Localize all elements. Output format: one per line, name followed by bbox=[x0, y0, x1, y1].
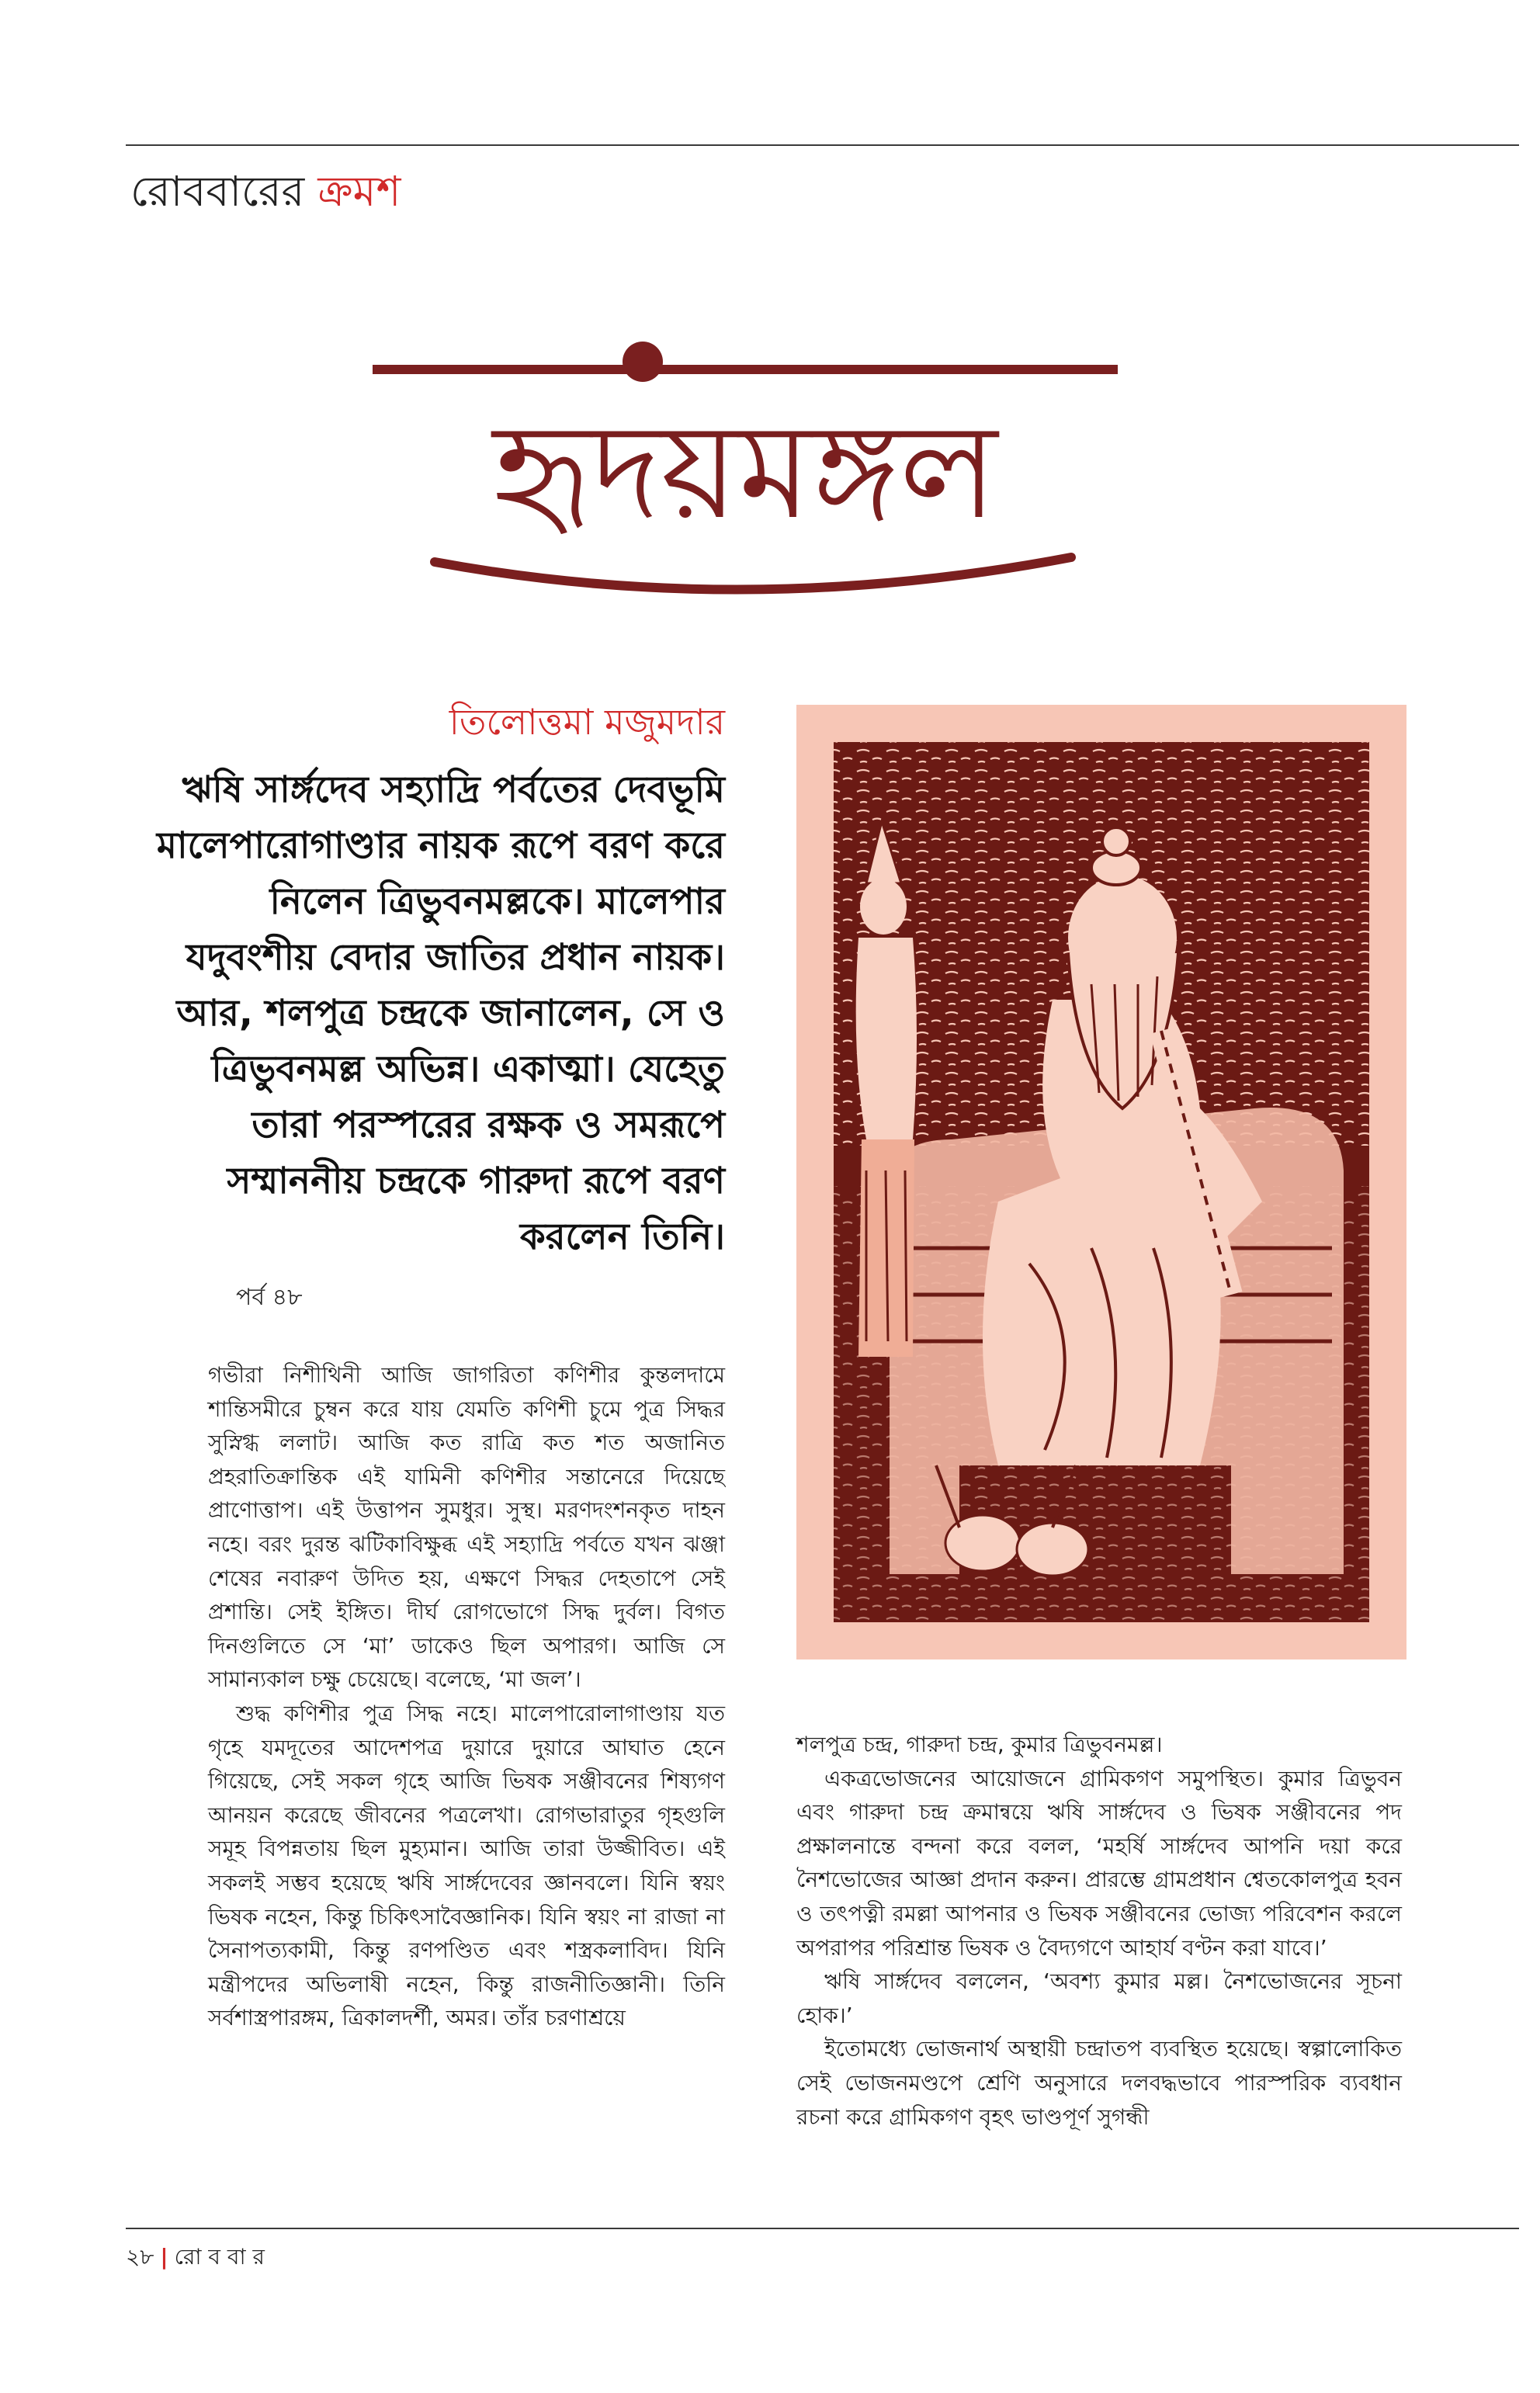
body-paragraph: শলপুত্র চন্দ্র, গারুদা চন্দ্র, কুমার ত্রিভুবনমল্ল। bbox=[796, 1732, 1163, 1757]
page-footer bbox=[126, 2242, 265, 2273]
illustration bbox=[796, 705, 1406, 1659]
body-paragraph: একত্রভোজনের আয়োজনে গ্রামিকগণ সমুপস্থিত। কুমার ত্রিভুবন এবং গারুদা চন্দ্র ক্রমান্বয়ে ঋষি সার্ঙ্গদেব ও ভিষক সঞ্জীবনের পদ প্রক্ষালনান্তে বন্দনা করে বলল, ‘মহর্ষি সার্ঙ্গদেব আপনি দয়া করে নৈশভোজের আজ্ঞা প্রদান করুন। প্রারম্ভে গ্রামপ্রধান শ্বেতকোলপুত্র হবন ও তৎপত্নী রমল্লা আপনার ও ভিষক সঞ্জীবনের ভোজ্য পরিবেশন করলে অপরাপর পরিশ্রান্ত ভিষক ও বৈদ্যগণে আহার্য বণ্টন করা যাবে।’ bbox=[796, 1765, 1402, 1961]
section-label: রোববারের bbox=[130, 167, 305, 216]
body-paragraph: ইতোমধ্যে ভোজনার্থ অস্থায়ী চন্দ্রাতপ ব্যবস্থিত হয়েছে। স্বল্পালোকিত সেই ভোজনমণ্ডপে শ্রেণি অনুসারে দলবদ্ধভাবে পারস্পরিক ব্যবধান রচনা করে গ্রামিকগণ বৃহৎ ভাণ্ডপূর্ণ সুগন্ধী bbox=[796, 2036, 1402, 2130]
masthead-title: হৃদয়মঙ্গল bbox=[492, 395, 998, 549]
author-name: তিলোত্তমা মজুমদার bbox=[449, 701, 725, 743]
body-column-right bbox=[796, 1728, 1402, 2134]
section-label-accent: ক্রমশ bbox=[317, 167, 401, 216]
top-rule bbox=[126, 144, 1519, 146]
magazine-name: রো ব বা র bbox=[174, 2244, 265, 2270]
masthead bbox=[349, 340, 1141, 619]
episode-number: পর্ব ৪৮ bbox=[236, 1284, 303, 1311]
body-paragraph: গভীরা নিশীথিনী আজি জাগরিতা কণিশীর কুন্তলদামে শান্তিসমীরে চুম্বন করে যায় যেমতি কণিশী চুমে পুত্র সিদ্ধর সুস্নিগ্ধ ললাট। আজি কত রাত্রি কত শত অজানিত প্রহরাতিক্রান্তিক এই যামিনী কণিশীর সন্তানেরে দিয়েছে প্রাণোত্তাপ। এই উত্তাপন সুমধুর। সুস্থ। মরণদংশনকৃত দাহন নহে। বরং দুরন্ত ঝটিকাবিক্ষুব্ধ এই সহ্যাদ্রি পর্বতে যখন ঝঞ্জা শেষের নবারুণ উদিত হয়, এক্ষণে সিদ্ধর দেহতাপে সেই প্রশান্তি। সেই ইঙ্গিত। দীর্ঘ রোগভোগে সিদ্ধ দুর্বল। বিগত দিনগুলিতে সে ‘মা’ ডাকেও ছিল অপারগ। আজি সে সামান্যকাল চক্ষু চেয়েছে। বলেছে, ‘মা জল’। bbox=[208, 1362, 725, 1693]
sage-woodcut-illustration bbox=[796, 705, 1406, 1659]
page-number: ২৮ bbox=[126, 2244, 154, 2270]
body-paragraph: ঋষি সার্ঙ্গদেব বললেন, ‘অবশ্য কুমার মল্ল। নৈশভোজনের সূচনা হোক।’ bbox=[796, 1968, 1402, 2028]
body-column-left bbox=[208, 1358, 725, 2035]
body-paragraph: শুদ্ধ কণিশীর পুত্র সিদ্ধ নহে। মালেপারোলাগাণ্ডায় যত গৃহে যমদূতের আদেশপত্র দুয়ারে দুয়ারে আঘাত হেনে গিয়েছে, সেই সকল গৃহে আজি ভিষক সঞ্জীবনের শিষ্যগণ আনয়ন করেছে জীবনের পত্রলেখা। রোগভারাতুর গৃহগুলি সমূহ বিপন্নতায় ছিল মুহ্যমান। আজি তারা উজ্জীবিত। এই সকলই সম্ভব হয়েছে ঋষি সার্ঙ্গদেবের জ্ঞানবলে। যিনি স্বয়ং ভিষক নহেন, কিন্তু চিকিৎসাবৈজ্ঞানিক। যিনি স্বয়ং না রাজা না সৈনাপত্যকামী, কিন্তু রণপণ্ডিত এবং শস্ত্রকলাবিদ। যিনি মন্ত্রীপদের অভিলাষী নহেন, কিন্তু রাজনীতিজ্ঞানী। তিনি সর্বশাস্ত্রপারঙ্গম, ত্রিকালদর্শী, অমর। তাঁর চরণাশ্রয়ে bbox=[208, 1700, 725, 2031]
section-header bbox=[130, 165, 401, 219]
article-lede: ঋষি সার্ঙ্গদেব সহ্যাদ্রি পর্বতের দেবভূমি মালেপারোগাণ্ডার নায়ক রূপে বরণ করে নিলেন ত্রিভুবনমল্লকে। মালেপার যদুবংশীয় বেদার জাতির প্রধান নায়ক। আর, শলপুত্র চন্দ্রকে জানালেন, সে ও ত্রিভুবনমল্ল অভিন্ন। একাত্মা। যেহেতু তারা পরস্পরের রক্ষক ও সমরূপে সম্মাননীয় চন্দ্রকে গারুদা রূপে বরণ করলেন তিনি। bbox=[156, 768, 725, 1258]
bottom-rule bbox=[126, 2228, 1519, 2229]
footer-separator: | bbox=[160, 2244, 168, 2270]
